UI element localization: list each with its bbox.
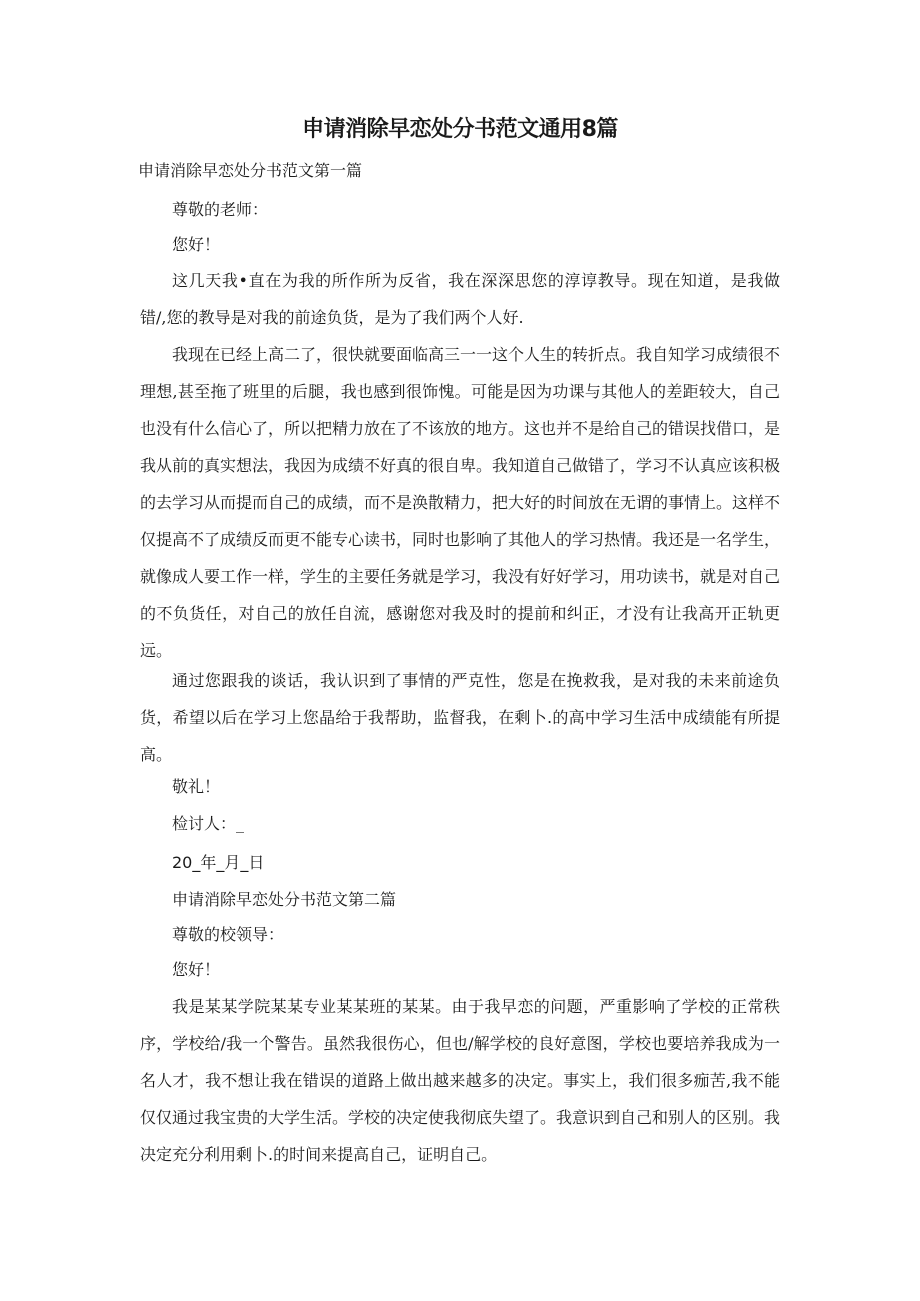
paragraph-1-1: 这几天我•直在为我的所作所为反省，我在深深思您的淳谆教导。现在知道，是我做错/,您的教导是对我的前途负货，是为了我们两个人好. (140, 271, 780, 327)
closing-1: 敬礼！ (172, 777, 221, 796)
greeting-1: 您好！ (172, 235, 221, 254)
salutation-2: 尊敬的校领导： (172, 925, 285, 944)
greeting-2: 您好！ (172, 960, 221, 979)
paragraph-1-3: 通过您跟我的谈话，我认识到了事情的严克性，您是在挽救我，是对我的未来前途负货，希望以后在学习上您晶给于我帮助，监督我，在剩卜.的高中学习生活中成绩能有所提高。 (140, 671, 780, 764)
document-title: 申请消除早恋处分书范文通用8篇 (302, 117, 618, 142)
section-heading-1: 申请消除早恋处分书范文第一篇 (138, 161, 363, 180)
date-1: 20_年_月_日 (172, 853, 265, 872)
salutation-1: 尊敬的老师： (172, 200, 269, 219)
paragraph-1-2: 我现在已经上高二了，很快就要面临高三一一这个人生的转折点。我自知学习成绩很不理想,甚至拖了班里的后腿，我也感到很饰愧。可能是因为功课与其他人的差距较大，自己也没有什么信心了，所以把精力放在了不该放的地方。这也并不是给自己的错误找借口，是我从前的真实想法，我因为成绩不好真的很自卑。我知道自己做错了，学习不认真应该积极的去学习从而提而自己的成绩，而不是涣散精力，把大好的时间放在无谓的事情上。这样不仅提高不了成绩反而更不能专心读书，同时也影响了其他人的学习热情。我还是一名学生，就像成人要工作一样，学生的主要任务就是学习，我没有好好学习，用功读书，就是对自己的不负货任，对自己的放任自流，感谢您对我及时的提前和纠正，才没有让我高开正轨更远。 (140, 345, 781, 660)
paragraph-2-1: 我是某某学院某某专业某某班的某某。由于我早恋的问题，严重影响了学校的正常秩序，学校给/我一个警告。虽然我很伤心，但也/解学校的良好意图，学校也要培养我成为一名人才，我不想让我在错误的道路上做出越来越多的决定。事实上，我们很多痂苦,我不能仅仅通过我宝贵的大学生活。学校的决定使我彻底失望了。我意识到自己和别人的区别。我决定充分利用剩卜.的时间来提高自己，证明自己。 (140, 997, 781, 1164)
signer-1: 检讨人：_ (172, 814, 245, 833)
section-heading-2: 申请消除早恋处分书范文第二篇 (172, 890, 397, 909)
